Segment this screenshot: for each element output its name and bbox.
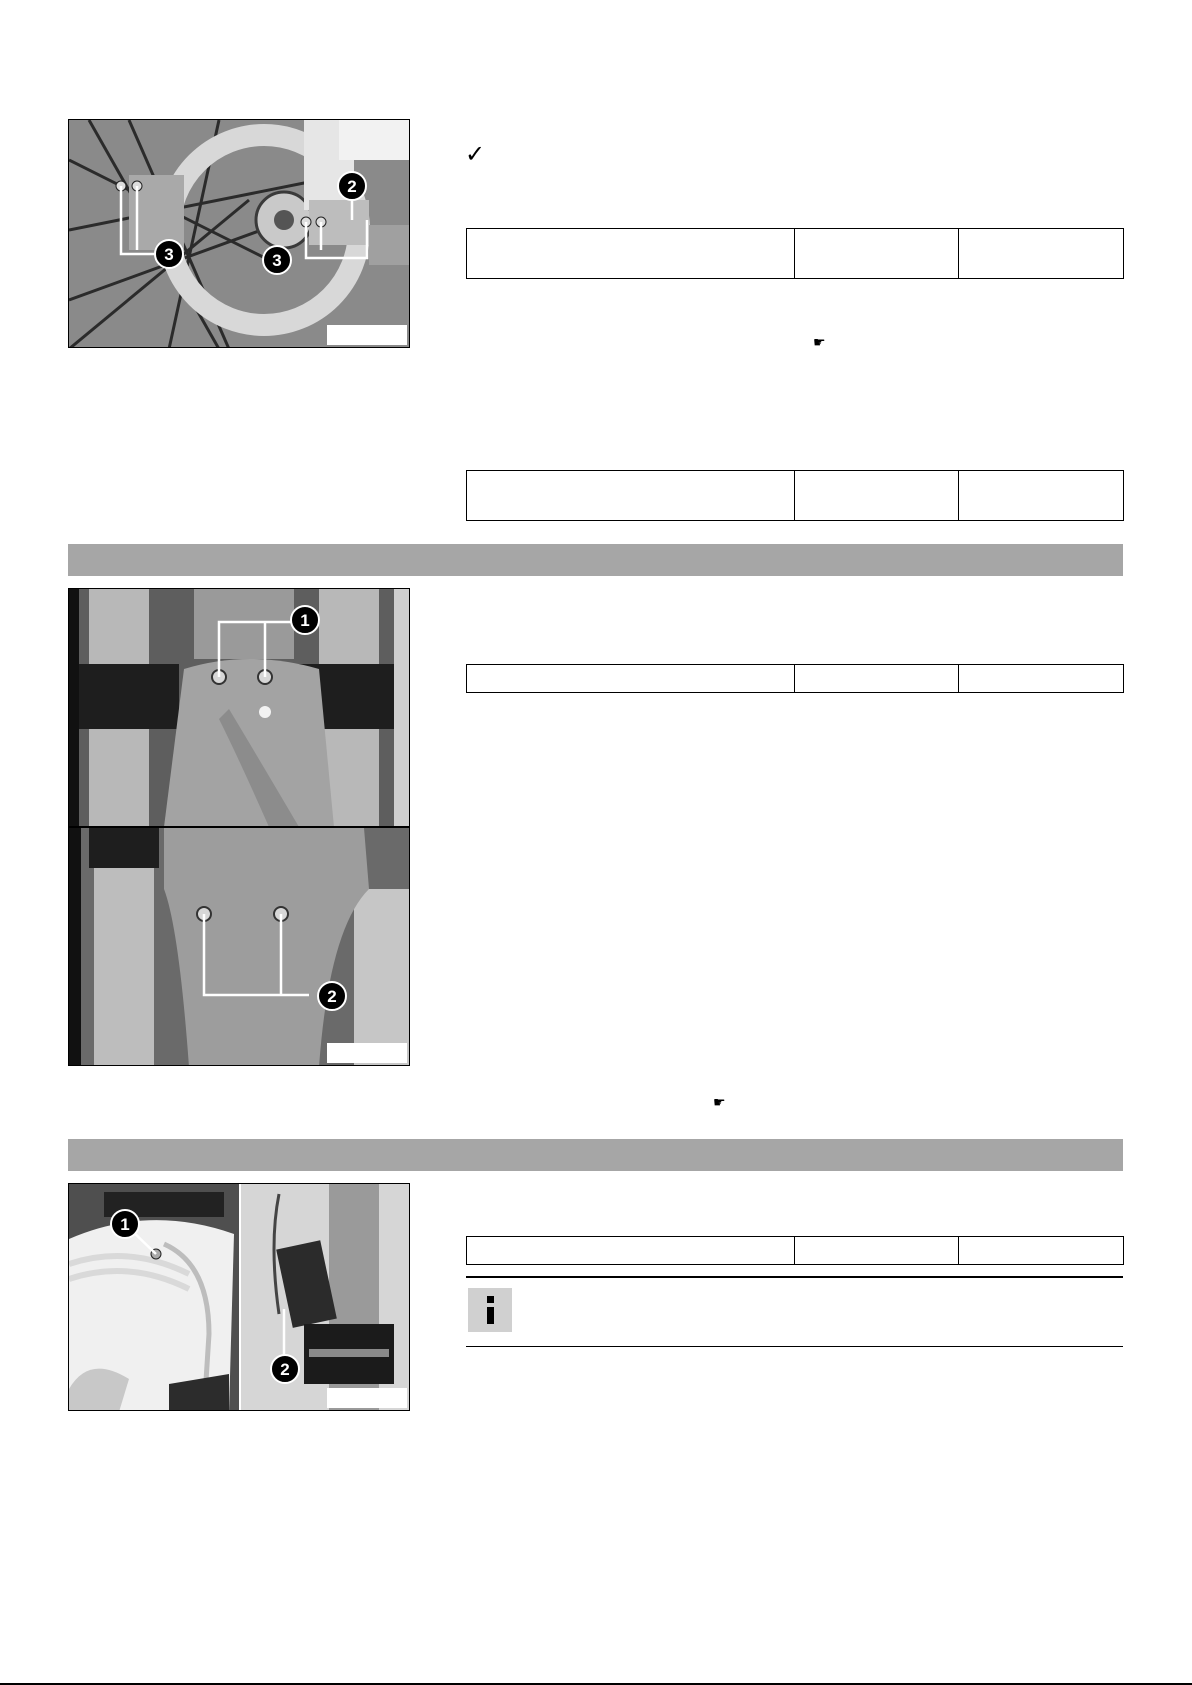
- figure-number-box: [327, 325, 407, 345]
- table-cell: [795, 229, 959, 279]
- figure-front-fender-screws: [68, 588, 410, 1066]
- table-cell: [959, 471, 1124, 521]
- table-cell: [467, 1237, 795, 1265]
- table-cell: [467, 229, 795, 279]
- callout-1: 1: [120, 1215, 130, 1234]
- table-cell: [959, 665, 1124, 693]
- number-plate-photo-drawing: [69, 1184, 410, 1411]
- pointing-hand-icon: ☛: [813, 334, 826, 350]
- spec-table-1: [466, 228, 1124, 279]
- table-cell: [795, 471, 959, 521]
- figure-number-box: [327, 1388, 407, 1408]
- table-cell: [795, 665, 959, 693]
- spec-table-4: [466, 1236, 1124, 1265]
- callout-3b: 3: [272, 251, 282, 270]
- table-row: [467, 665, 1124, 693]
- section-heading-bar-2: [68, 1139, 1123, 1171]
- callout-2: 2: [280, 1360, 290, 1379]
- callout-2: 2: [327, 987, 337, 1006]
- wheel-photo-drawing: [69, 120, 410, 348]
- fender-photo-drawing: [69, 589, 410, 1066]
- table-row: [467, 229, 1124, 279]
- check-icon: ✓: [465, 141, 486, 168]
- table-row: [467, 471, 1124, 521]
- spec-table-3: [466, 664, 1124, 693]
- info-note: [466, 1276, 1123, 1347]
- table-row: [467, 1237, 1124, 1265]
- info-icon: [468, 1288, 512, 1332]
- table-cell: [467, 665, 795, 693]
- callout-3a: 3: [164, 245, 174, 264]
- table-cell: [467, 471, 795, 521]
- spec-table-2: [466, 470, 1124, 521]
- callout-1: 1: [300, 611, 310, 630]
- table-cell: [959, 1237, 1124, 1265]
- pointing-hand-icon: ☛: [713, 1094, 726, 1110]
- callout-2: 2: [347, 177, 357, 196]
- table-cell: [795, 1237, 959, 1265]
- figure-number-plate: [68, 1183, 410, 1411]
- table-cell: [959, 229, 1124, 279]
- figure-front-wheel-axle: [68, 119, 410, 348]
- section-heading-bar-1: [68, 544, 1123, 576]
- figure-number-box: [327, 1043, 407, 1063]
